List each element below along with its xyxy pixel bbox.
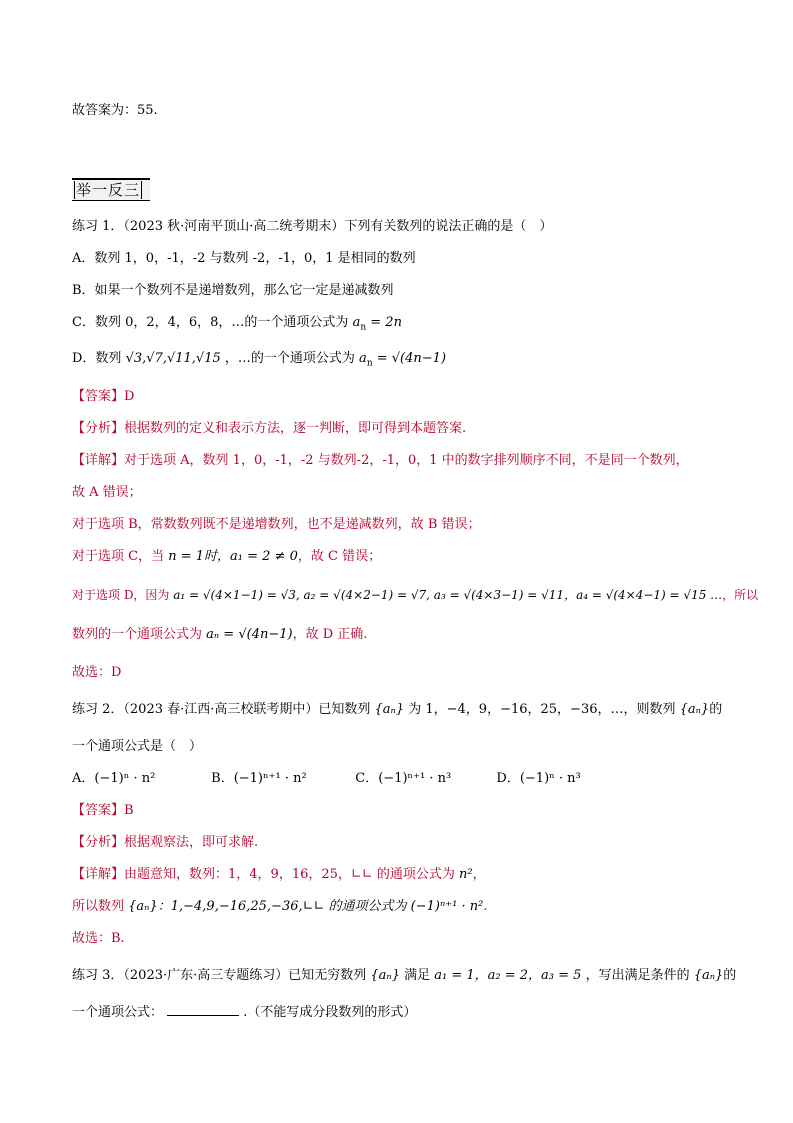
- exercise-2-choose: 故选：B.: [72, 931, 125, 946]
- exercise-2-option-b: B．(−1)ⁿ⁺¹ · n²: [211, 771, 307, 786]
- exercise-2-detail-1: 【详解】由题意知，数列：1，4，9，16，25，∟∟ 的通项公式为 n²，: [72, 867, 486, 882]
- exercise-1-option-d: D．数列 √3,√7,√11,√15 ，…的一个通项公式为 $a_n = √(4n-1)$: [72, 351, 447, 369]
- exercise-1-option-a: A．数列 1，0，-1，-2 与数列 -2，-1，0，1 是相同的数列: [72, 251, 416, 266]
- exercise-2-options: [72, 770, 581, 788]
- exercise-1-choose: 故选：D: [72, 665, 122, 680]
- previous-answer: 故答案为：55.: [72, 103, 158, 118]
- exercise-2-stem: 练习 2．（2023 春·江西·高三校联考期中）已知数列 {aₙ} 为 1，−4，9，−16，25，−36，…，则数列 {aₙ}的: [72, 702, 723, 717]
- exercise-1-option-b: B．如果一个数列不是递增数列，那么它一定是递减数列: [72, 283, 394, 298]
- exercise-1-detail-6: 数列的一个通项公式为 aₙ = √(4n−1)，故 D 正确.: [72, 627, 368, 642]
- exercise-1-detail-2: 故 A 错误；: [72, 485, 142, 500]
- answer-blank[interactable]: [167, 1003, 239, 1016]
- exercise-2-answer: 【答案】B: [72, 803, 134, 818]
- exercise-2-option-d: D．(−1)ⁿ · n³: [496, 771, 581, 786]
- exercise-3-stem-2: 一个通项公式： .（不能写成分段数列的形式）: [72, 1005, 417, 1020]
- section-heading: 举一反三: [72, 178, 150, 201]
- exercise-1-option-c: C．数列 0，2，4，6，8，…的一个通项公式为 $a_n = 2n$: [72, 315, 402, 333]
- exercise-1-detail-4: 对于选项 C，当 n = 1时，a₁ = 2 ≠ 0，故 C 错误；: [72, 549, 382, 564]
- exercise-2-option-a: A．(−1)ⁿ · n²: [72, 771, 156, 786]
- exercise-1-detail-5: 对于选项 D，因为 a₁ = √(4×1−1) = √3, a₂ = √(4×2−1) = √7, a₃ = √(4×3−1) = √11，a₄ = √(4×4−1) = √15 …，所以: [72, 588, 759, 602]
- exercise-3-stem: 练习 3．（2023·广东·高三专题练习）已知无穷数列 {aₙ} 满足 a₁ = 1，a₂ = 2，a₃ = 5 ，写出满足条件的 {aₙ}的: [72, 968, 737, 983]
- exercise-1-detail-1: 【详解】对于选项 A，数列 1，0，-1，-2 与数列-2，-1，0，1 中的数字排列顺序不同，不是同一个数列，: [72, 453, 689, 468]
- exercise-1-stem: 练习 1．（2023 秋·河南平顶山·高二统考期末）下列有关数列的说法正确的是（ ）: [72, 219, 553, 234]
- exercise-2-analysis: 【分析】根据观察法，即可求解.: [72, 835, 259, 850]
- exercise-2-stem-2: 一个通项公式是（ ）: [72, 739, 203, 754]
- exercise-1-answer: 【答案】D: [72, 389, 135, 404]
- exercise-1-analysis: 【分析】根据数列的定义和表示方法，逐一判断，即可得到本题答案.: [72, 421, 467, 436]
- exercise-2-option-c: C．(−1)ⁿ⁺¹ · n³: [355, 771, 452, 786]
- exercise-1-detail-3: 对于选项 B，常数数列既不是递增数列，也不是递减数列，故 B 错误；: [72, 517, 481, 532]
- exercise-2-detail-2: 所以数列 {aₙ}：1,−4,9,−16,25,−36,∟∟ 的通项公式为 (−1)ⁿ⁺¹ · n².: [72, 899, 488, 914]
